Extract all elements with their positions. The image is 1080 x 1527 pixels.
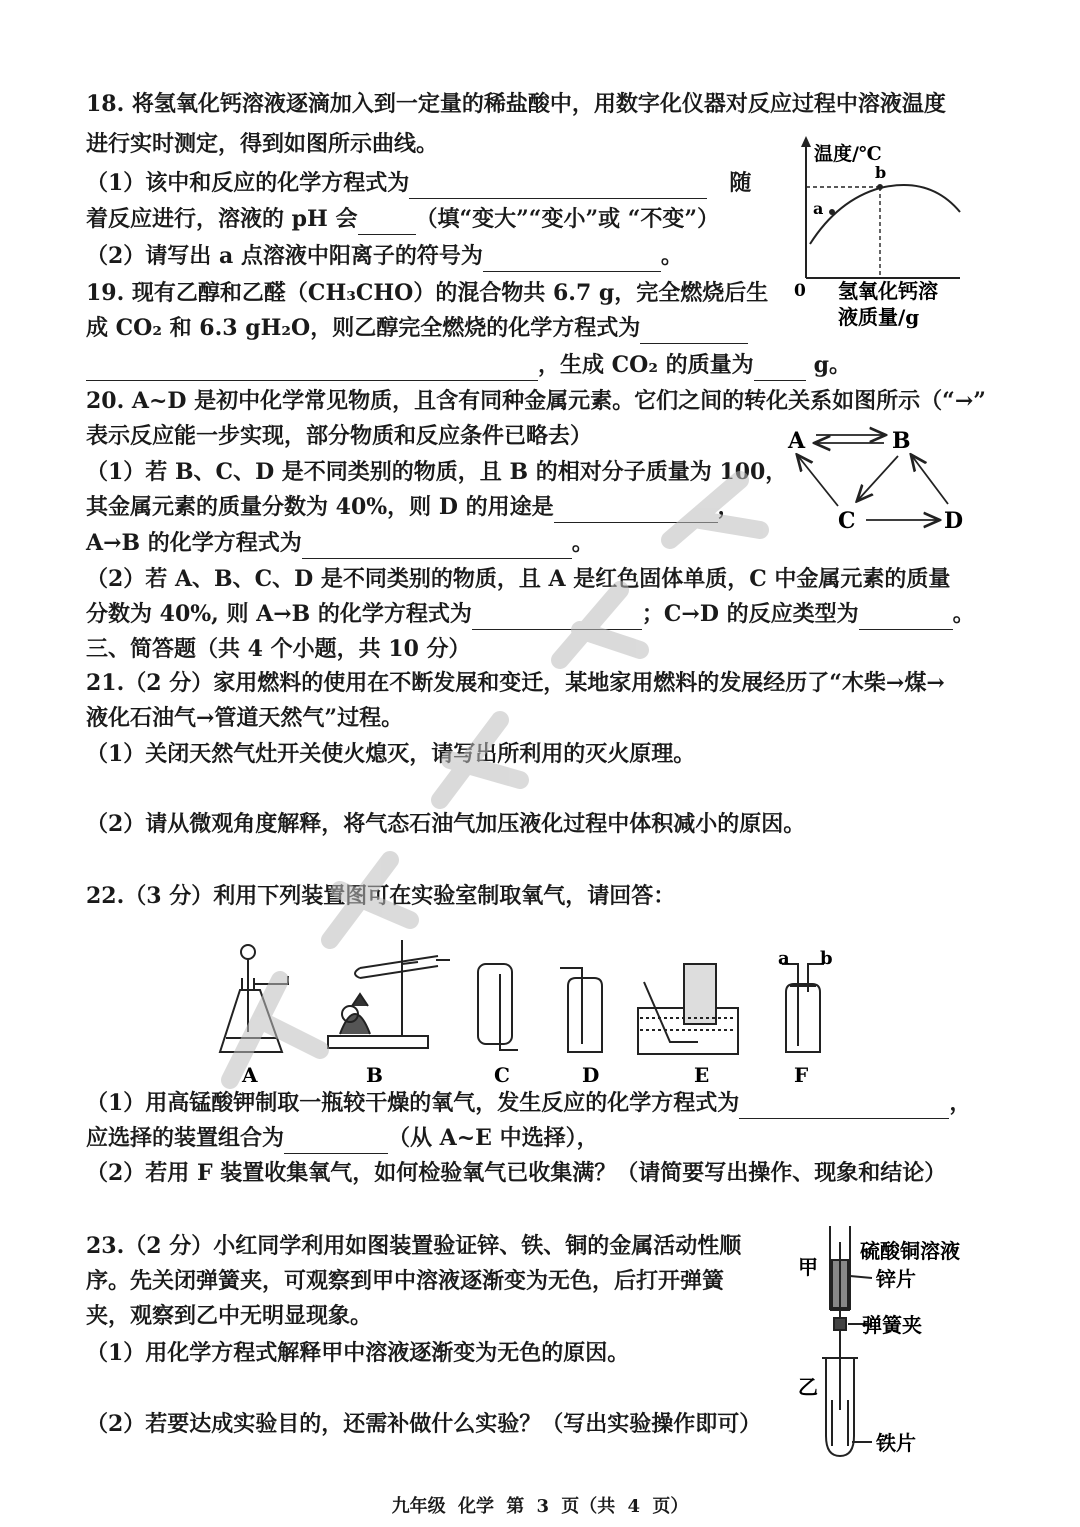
q18-ph-text: 着反应进行，溶液的 pH 会 (86, 206, 358, 232)
q23-part2: （2）若要达成实验目的，还需补做什么实验？（写出实验操作即可） (86, 1411, 762, 1437)
q19-line2-text: 成 CO₂ 和 6.3 gH₂O，则乙醇完全燃烧的化学方程式为 (86, 315, 641, 341)
q22-line1: 22.（3 分）利用下列装置图可在实验室制取氧气，请回答： (86, 883, 676, 909)
arrow-b-to-c (858, 456, 898, 500)
q22-part1-b (86, 1122, 1010, 1154)
label-clip: 弹簧夹 (862, 1313, 922, 1337)
q18-part2-text: （2）请写出 a 点溶液中阳离子的符号为 (86, 243, 483, 269)
node-c: C (838, 508, 856, 534)
q18-cation-blank[interactable] (483, 247, 661, 272)
q21-line1: 21.（2 分）家用燃料的使用在不断发展和变迁，某地家用燃料的发展经历了“木柴→煤→ (86, 670, 945, 696)
q22-part1-a-end: ， (949, 1090, 972, 1116)
q23-part1: （1）用化学方程式解释甲中溶液逐渐变为无色的原因。 (86, 1340, 630, 1366)
graph-xlabel-1: 氢氧化钙溶 (838, 279, 938, 303)
q18-part2-end: 。 (660, 243, 683, 269)
q18-equation-blank[interactable] (409, 174, 707, 199)
graph-point-a (829, 209, 835, 215)
q22-combo-text: 应选择的装置组合为 (86, 1125, 285, 1151)
arrow-d-to-b (912, 456, 948, 504)
apparatus-f (782, 964, 824, 1052)
q20-ab2-blank[interactable] (472, 605, 642, 630)
apparatus-e (638, 964, 738, 1054)
q18-part1-text: （1）该中和反应的化学方程式为 (86, 170, 410, 196)
node-a: A (788, 428, 806, 454)
graph-origin: 0 (794, 281, 806, 301)
q22-combo-hint: （从 A~E 中选择）， (388, 1125, 599, 1151)
q20-use-blank[interactable] (554, 498, 718, 523)
q20-use-text: 其金属元素的质量分数为 40%，则 D 的用途是 (86, 494, 554, 520)
label-f: F (794, 1063, 809, 1087)
q20-cd-text: ；C→D 的反应类型为 (641, 601, 859, 627)
label-e: E (694, 1063, 710, 1087)
conversion-diagram (780, 420, 980, 540)
apparatus-c (478, 964, 518, 1050)
q22-part1-a (86, 1087, 1010, 1119)
q20-ab-text: A→B 的化学方程式为 (86, 530, 302, 556)
label-a: A (242, 1063, 258, 1087)
q23-line2: 序。先关闭弹簧夹，可观察到甲中溶液逐渐变为无色，后打开弹簧 (86, 1268, 725, 1294)
q21-line2: 液化石油气→管道天然气”过程。 (86, 705, 404, 731)
q20-part2-a: （2）若 A、B、C、D 是不同类别的物质，且 A 是红色固体单质，C 中金属元素的质量 (86, 566, 951, 592)
q18-line1: 18. 将氢氧化钙溶液逐滴加入到一定量的稀盐酸中，用数字化仪器对反应过程中溶液温度 (86, 91, 946, 117)
q20-use-end: ， (717, 494, 740, 520)
apparatus-f-label-a: a (778, 948, 790, 969)
q18-ph-blank[interactable] (358, 210, 416, 235)
q19-line1: 19. 现有乙醇和乙醛（CH₃CHO）的混合物共 6.7 g，完全燃烧后生 (86, 280, 769, 306)
q18-ph-hint: （填“变大”“变小”或 “不变”） (415, 206, 720, 232)
q21-part1: （1）关闭天然气灶开关使火熄灭，请写出所利用的灭火原理。 (86, 741, 696, 767)
q20-ab2-text: 分数为 40%, 则 A→B 的化学方程式为 (86, 601, 472, 627)
q23-line3: 夹，观察到乙中无明显现象。 (86, 1303, 373, 1329)
q18-line2: 进行实时测定，得到如图所示曲线。 (86, 131, 439, 157)
q22-part2: （2）若用 F 装置收集氧气，如何检验氧气已收集满？（请简要写出操作、现象和结论） (86, 1160, 947, 1186)
apparatus-a (220, 945, 288, 1052)
apparatus-b (328, 940, 450, 1048)
label-b: B (366, 1063, 383, 1087)
label-cuso4: 硫酸铜溶液 (860, 1239, 960, 1263)
q19-equation-blank-2[interactable] (86, 356, 538, 381)
q20-line1: 20. A~D 是初中化学常见物质，且含有同种金属元素。它们之间的转化关系如图所示（“→” (86, 388, 986, 414)
metal-activity-apparatus (792, 1220, 992, 1480)
section3-title: 三、简答题（共 4 个小题，共 10 分） (86, 636, 471, 662)
graph-point-b (877, 184, 883, 190)
apparatus-figure (210, 934, 850, 1094)
q22-equation-blank[interactable] (739, 1094, 949, 1119)
graph-label-b: b (875, 163, 887, 182)
apparatus-f-label-b: b (820, 948, 833, 969)
label-c: C (494, 1063, 510, 1087)
page-footer: 九年级 化学 第 3 页（共 4 页） (391, 1496, 689, 1517)
q23-line1: 23.（2 分）小红同学利用如图装置验证锌、铁、铜的金属活动性顺 (86, 1233, 742, 1259)
q19-line3 (86, 349, 1010, 381)
apparatus-d (560, 968, 602, 1052)
q20-line2: 表示反应能一步实现，部分物质和反应条件已略去） (86, 423, 593, 449)
q20-part2-end: 。 (952, 601, 975, 627)
q19-equation-blank-1[interactable] (640, 319, 748, 344)
q22-combo-blank[interactable] (284, 1129, 388, 1154)
node-b: B (892, 428, 911, 454)
q21-part2: （2）请从微观角度解释，将气态石油气加压液化过程中体积减小的原因。 (86, 811, 806, 837)
q18-part1-suffix: 随 (729, 170, 752, 196)
q19-co2-text: ，生成 CO₂ 的质量为 (538, 352, 754, 378)
label-d: D (582, 1063, 600, 1087)
q22-equation-text: （1）用高锰酸钾制取一瓶较干燥的氧气，发生反应的化学方程式为 (86, 1090, 740, 1116)
q19-line2 (86, 312, 1010, 344)
label-jia: 甲 (798, 1255, 818, 1279)
label-yi: 乙 (798, 1375, 818, 1399)
node-d: D (944, 508, 964, 534)
graph-y-arrow (801, 136, 811, 147)
q20-part1-a: （1）若 B、C、D 是不同类别的物质，且 B 的相对分子质量为 100， (86, 459, 788, 485)
graph-label-a: a (813, 199, 824, 218)
graph-xlabel-2: 液质量/g (838, 305, 920, 329)
q19-unit: g。 (813, 352, 852, 378)
q19-co2-blank[interactable] (754, 356, 806, 381)
q20-cd-blank[interactable] (859, 605, 953, 630)
q20-part2-b (86, 598, 1010, 630)
label-zinc: 锌片 (876, 1267, 916, 1291)
q20-ab-end: 。 (571, 530, 594, 556)
q20-ab-blank[interactable] (302, 534, 572, 559)
label-iron: 铁片 (876, 1431, 916, 1455)
arrow-c-to-a (798, 456, 838, 506)
graph-ylabel: 温度/℃ (814, 143, 882, 165)
